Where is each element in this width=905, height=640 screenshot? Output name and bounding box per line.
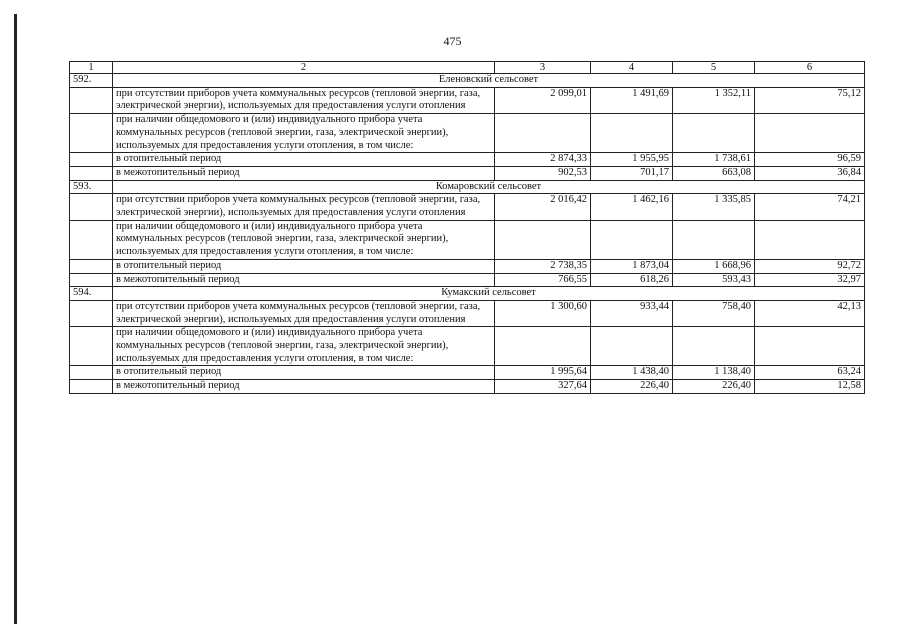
table-row	[70, 114, 865, 153]
table-row	[70, 273, 865, 287]
row-description: при отсутствии приборов учета коммунальных ресурсов (тепловой энергии, газа, электрической энергии), используемых для предоставления услуги отопления	[113, 300, 495, 326]
value-cell-c6: 42,13	[755, 300, 865, 326]
value-cell-c6	[755, 220, 865, 259]
empty-cell	[70, 366, 113, 380]
section-number: 592.	[70, 74, 113, 88]
row-description: при наличии общедомового и (или) индивидуального прибора учета коммунальных ресурсов (тепловой энергии, газа, электрической энергии), используемых для предоставления услуги отопления, в том числе:	[113, 327, 495, 366]
value-cell-c3: 2 099,01	[495, 87, 591, 113]
value-cell-c4: 1 955,95	[591, 153, 673, 167]
value-cell-c5: 1 335,85	[673, 194, 755, 220]
empty-cell	[70, 259, 113, 273]
section-header-row	[70, 287, 865, 301]
value-cell-c4: 226,40	[591, 380, 673, 394]
value-cell-c3: 2 016,42	[495, 194, 591, 220]
value-cell-c6: 36,84	[755, 166, 865, 180]
table-row	[70, 366, 865, 380]
empty-cell	[70, 153, 113, 167]
table-row	[70, 194, 865, 220]
table-row	[70, 220, 865, 259]
row-description: в отопительный период	[113, 259, 495, 273]
row-description: в межотопительный период	[113, 166, 495, 180]
empty-cell	[70, 327, 113, 366]
value-cell-c4: 1 438,40	[591, 366, 673, 380]
value-cell-c5: 593,43	[673, 273, 755, 287]
value-cell-c4: 1 491,69	[591, 87, 673, 113]
table-row	[70, 300, 865, 326]
value-cell-c6: 74,21	[755, 194, 865, 220]
empty-cell	[70, 194, 113, 220]
header-cell: 4	[591, 62, 673, 74]
table-row	[70, 87, 865, 113]
value-cell-c5: 1 352,11	[673, 87, 755, 113]
value-cell-c5	[673, 114, 755, 153]
value-cell-c3: 2 874,33	[495, 153, 591, 167]
row-description: в межотопительный период	[113, 273, 495, 287]
value-cell-c5: 1 668,96	[673, 259, 755, 273]
value-cell-c4: 1 462,16	[591, 194, 673, 220]
header-cell: 3	[495, 62, 591, 74]
empty-cell	[70, 300, 113, 326]
value-cell-c4	[591, 114, 673, 153]
table-row	[70, 153, 865, 167]
value-cell-c5	[673, 327, 755, 366]
table-row	[70, 166, 865, 180]
value-cell-c6	[755, 327, 865, 366]
value-cell-c3	[495, 220, 591, 259]
header-cell: 6	[755, 62, 865, 74]
header-cell: 2	[113, 62, 495, 74]
value-cell-c4: 701,17	[591, 166, 673, 180]
header-row	[70, 62, 865, 74]
row-description: при наличии общедомового и (или) индивидуального прибора учета коммунальных ресурсов (тепловой энергии, газа, электрической энергии), используемых для предоставления услуги отопления, в том числе:	[113, 220, 495, 259]
section-number: 594.	[70, 287, 113, 301]
value-cell-c6: 32,97	[755, 273, 865, 287]
value-cell-c3	[495, 327, 591, 366]
empty-cell	[70, 273, 113, 287]
empty-cell	[70, 166, 113, 180]
value-cell-c3: 1 300,60	[495, 300, 591, 326]
empty-cell	[70, 114, 113, 153]
value-cell-c4	[591, 220, 673, 259]
value-cell-c6: 12,58	[755, 380, 865, 394]
value-cell-c3: 2 738,35	[495, 259, 591, 273]
value-cell-c5: 663,08	[673, 166, 755, 180]
section-name: Еленовский сельсовет	[113, 74, 865, 88]
value-cell-c6: 92,72	[755, 259, 865, 273]
table-row	[70, 259, 865, 273]
row-description: при отсутствии приборов учета коммунальных ресурсов (тепловой энергии, газа, электрической энергии), используемых для предоставления услуги отопления	[113, 87, 495, 113]
row-description: в отопительный период	[113, 366, 495, 380]
value-cell-c6	[755, 114, 865, 153]
table-row	[70, 380, 865, 394]
value-cell-c4: 1 873,04	[591, 259, 673, 273]
value-cell-c4: 618,26	[591, 273, 673, 287]
section-header-row	[70, 74, 865, 88]
value-cell-c3	[495, 114, 591, 153]
row-description: в отопительный период	[113, 153, 495, 167]
value-cell-c5: 226,40	[673, 380, 755, 394]
section-name: Кумакский сельсовет	[113, 287, 865, 301]
row-description: в межотопительный период	[113, 380, 495, 394]
empty-cell	[70, 380, 113, 394]
value-cell-c5: 758,40	[673, 300, 755, 326]
page-number: 475	[443, 34, 462, 48]
value-cell-c3: 1 995,64	[495, 366, 591, 380]
header-cell: 5	[673, 62, 755, 74]
table-row	[70, 327, 865, 366]
value-cell-c6: 63,24	[755, 366, 865, 380]
row-description: при наличии общедомового и (или) индивидуального прибора учета коммунальных ресурсов (тепловой энергии, газа, электрической энергии), используемых для предоставления услуги отопления, в том числе:	[113, 114, 495, 153]
section-number: 593.	[70, 180, 113, 194]
tariff-table	[69, 61, 865, 394]
section-name: Комаровский сельсовет	[113, 180, 865, 194]
empty-cell	[70, 87, 113, 113]
value-cell-c4	[591, 327, 673, 366]
header-cell: 1	[70, 62, 113, 74]
value-cell-c5: 1 138,40	[673, 366, 755, 380]
value-cell-c5: 1 738,61	[673, 153, 755, 167]
section-header-row	[70, 180, 865, 194]
value-cell-c4: 933,44	[591, 300, 673, 326]
value-cell-c3: 327,64	[495, 380, 591, 394]
value-cell-c6: 96,59	[755, 153, 865, 167]
value-cell-c3: 902,53	[495, 166, 591, 180]
page-edge-bar	[14, 14, 17, 624]
empty-cell	[70, 220, 113, 259]
row-description: при отсутствии приборов учета коммунальных ресурсов (тепловой энергии, газа, электрической энергии), используемых для предоставления услуги отопления	[113, 194, 495, 220]
value-cell-c3: 766,55	[495, 273, 591, 287]
value-cell-c5	[673, 220, 755, 259]
value-cell-c6: 75,12	[755, 87, 865, 113]
